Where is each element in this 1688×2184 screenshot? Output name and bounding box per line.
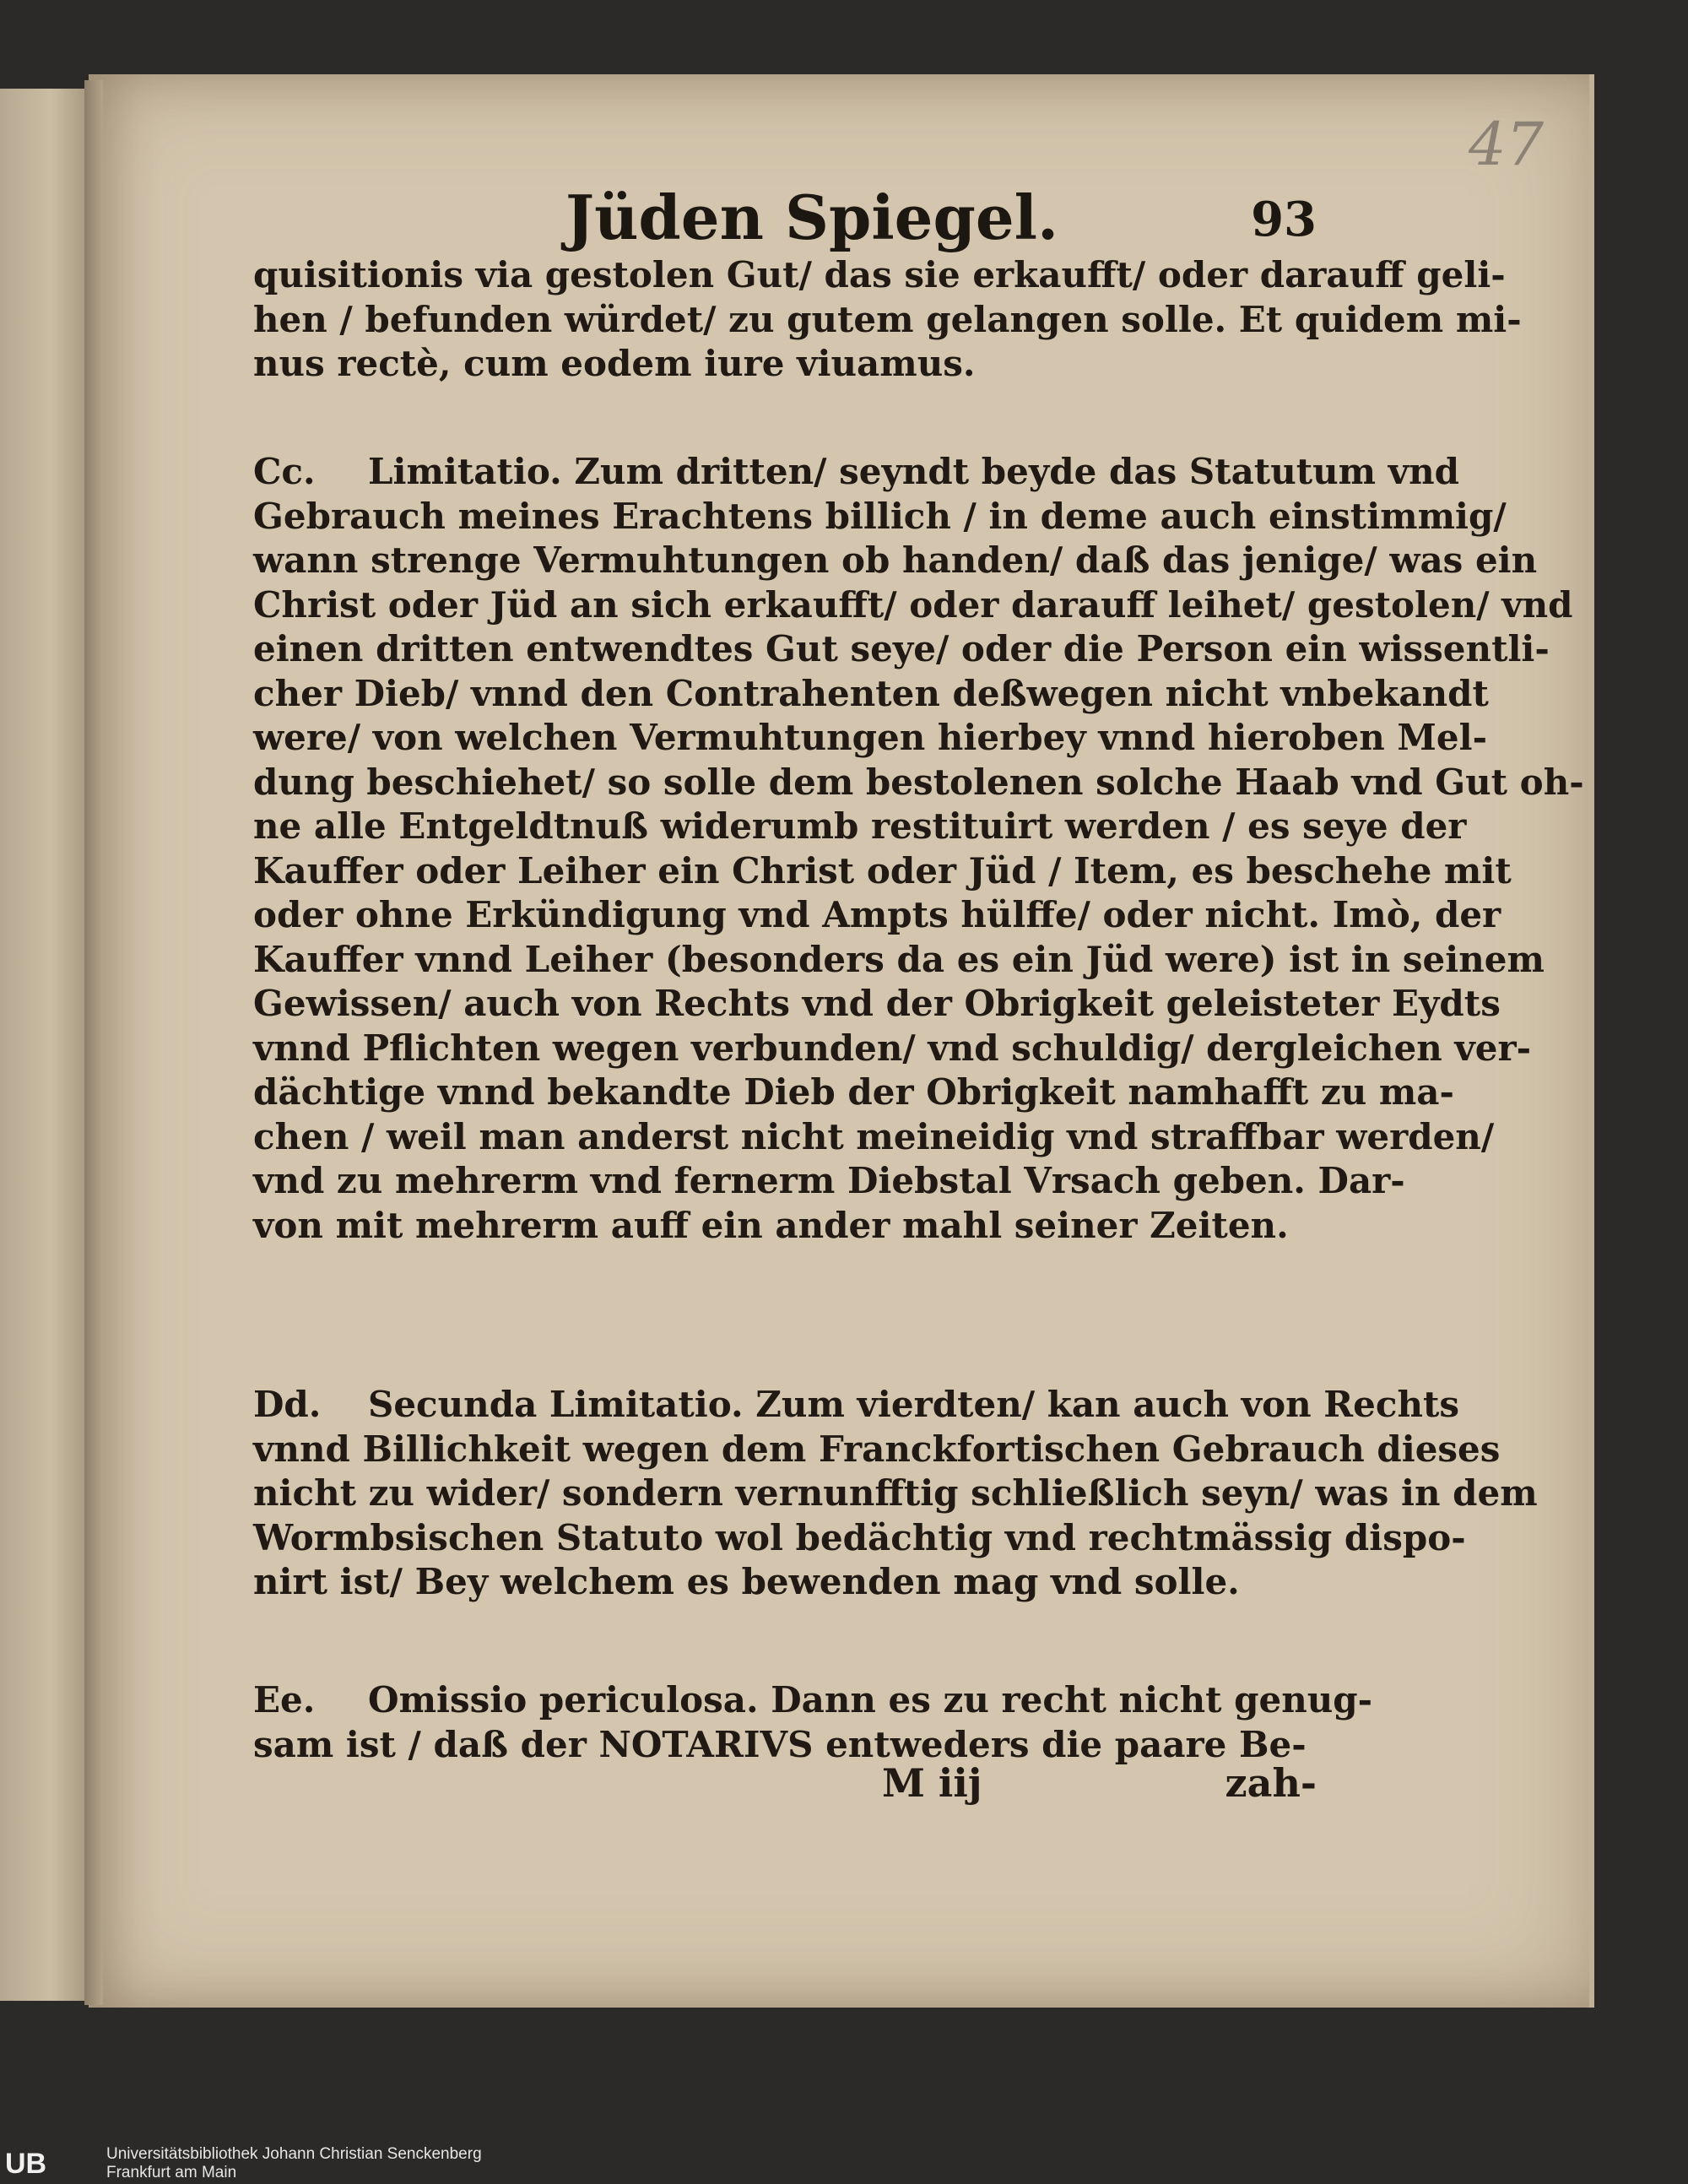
- text-line: von mit mehrerm auff ein ander mahl seiner Zeiten.: [253, 1204, 1289, 1246]
- text-line: vnnd Pflichten wegen verbunden/ vnd schuldig/ dergleichen ver-: [253, 1027, 1532, 1069]
- text-line-content: Omissio periculosa. Dann es zu recht nicht genug-: [368, 1679, 1373, 1721]
- text-line: [253, 1383, 1460, 1428]
- signature-mark: M iij: [882, 1760, 982, 1806]
- text-line: Gewissen/ auch von Rechts vnd der Obrigkeit geleisteter Eydts: [253, 983, 1501, 1024]
- paragraph-marker: Cc.: [253, 451, 316, 492]
- text-line: oder ohne Erkündigung vnd Ampts hülffe/ oder nicht. Imò, der: [253, 894, 1501, 935]
- paragraph-marker: Dd.: [253, 1384, 322, 1425]
- page-header: [253, 182, 1317, 253]
- text-line: vnd zu mehrerm vnd fernerm Diebstal Vrsach geben. Dar-: [253, 1160, 1405, 1201]
- text-line: cher Dieb/ vnnd den Contrahenten deßwegen nicht vnbekandt: [253, 672, 1489, 714]
- pencil-folio-number: 47: [1469, 110, 1545, 179]
- text-line-content: Limitatio. Zum dritten/ seyndt beyde das Statutum vnd: [368, 451, 1460, 492]
- text-line: [253, 450, 1460, 495]
- page-foot-line: [253, 1760, 1317, 1811]
- catchword: zah-: [1225, 1760, 1317, 1806]
- text-line: hen / befunden würdet/ zu gutem gelangen solle. Et quidem mi-: [253, 298, 1522, 340]
- left-page-edge: [0, 89, 93, 2001]
- book-gutter: [84, 80, 103, 2005]
- text-line: nus rectè, cum eodem iure viuamus.: [253, 343, 976, 384]
- library-name: [106, 2145, 482, 2182]
- paragraph-continuation: [253, 253, 1522, 387]
- text-line: quisitionis via gestolen Gut/ das sie erkaufft/ oder darauff geli-: [253, 254, 1506, 295]
- text-line: nirt ist/ Bey welchem es bewenden mag vnd solle.: [253, 1561, 1240, 1602]
- paragraph-ee: [253, 1678, 1373, 1767]
- text-line: wann strenge Vermuhtungen ob handen/ daß das jenige/ was ein: [253, 539, 1538, 581]
- library-location-line: Frankfurt am Main: [106, 2164, 237, 2181]
- library-name-line: Universitätsbibliothek Johann Christian Senckenberg: [106, 2145, 482, 2163]
- paragraph-dd: [253, 1383, 1538, 1605]
- page-number: 93: [1251, 192, 1317, 247]
- text-line: Christ oder Jüd an sich erkaufft/ oder darauff leihet/ gestolen/ vnd: [253, 583, 1573, 626]
- text-line: chen / weil man anderst nicht meineidig vnd straffbar werden/: [253, 1115, 1495, 1157]
- text-line: einen dritten entwendtes Gut seye/ oder die Person ein wissentli-: [253, 628, 1550, 669]
- paragraph-cc: [253, 450, 1584, 1248]
- text-line-content: Secunda Limitatio. Zum vierdten/ kan auch von Rechts: [368, 1384, 1460, 1425]
- text-line: nicht zu wider/ sondern vernunfftig schließlich seyn/ was in dem: [253, 1472, 1538, 1514]
- text-line: vnnd Billichkeit wegen dem Franckfortischen Gebrauch dieses: [253, 1428, 1501, 1470]
- text-line: sam ist / daß der NOTARIVS entweders die paare Be-: [253, 1723, 1307, 1765]
- text-line: ne alle Entgeldtnuß widerumb restituirt werden / es seye der: [253, 805, 1467, 847]
- text-line: dung beschiehet/ so solle dem bestolenen solche Haab vnd Gut oh-: [253, 761, 1584, 803]
- text-line: dächtige vnnd bekandte Dieb der Obrigkeit namhafft zu ma-: [253, 1071, 1454, 1113]
- text-line: were/ von welchen Vermuhtungen hierbey vnnd hieroben Mel-: [253, 717, 1488, 758]
- text-line: Kauffer vnnd Leiher (besonders da es ein Jüd were) ist in seinem: [253, 938, 1545, 980]
- text-line: Kauffer oder Leiher ein Christ oder Jüd / Item, es beschehe mit: [253, 849, 1512, 891]
- running-title: Jüden Spiegel.: [565, 182, 1059, 253]
- library-footer: [0, 2143, 1688, 2184]
- text-line: Wormbsischen Statuto wol bedächtig vnd rechtmässig dispo-: [253, 1516, 1466, 1558]
- ub-logo: UB: [5, 2148, 47, 2180]
- text-line: Gebrauch meines Erachtens billich / in deme auch einstimmig/: [253, 495, 1507, 537]
- text-line: [253, 1678, 1373, 1723]
- paragraph-marker: Ee.: [253, 1679, 316, 1721]
